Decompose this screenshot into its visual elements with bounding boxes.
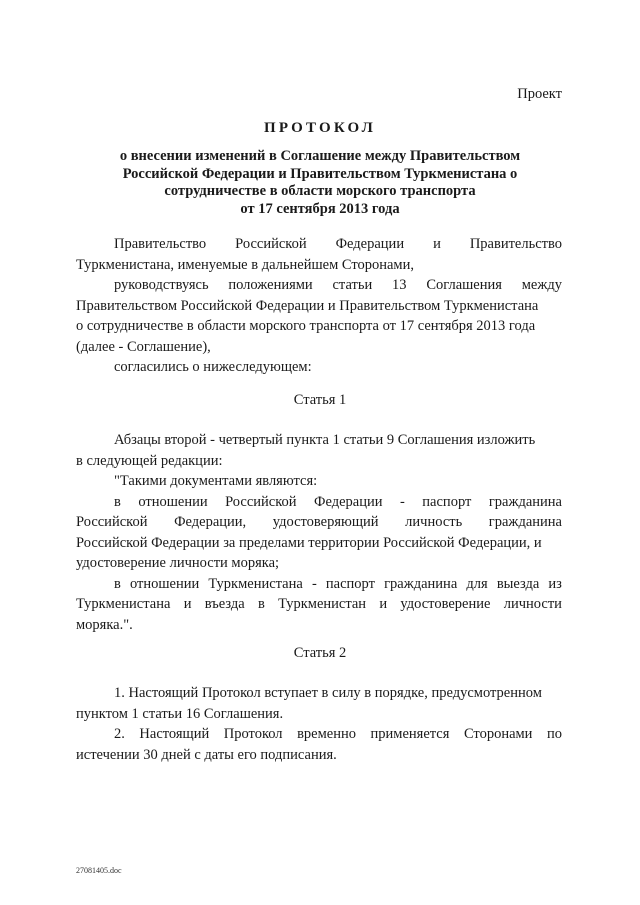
- preamble-line: [76, 234, 562, 255]
- word: и: [433, 236, 441, 252]
- article-line: [76, 512, 562, 533]
- word: Российской: [76, 514, 148, 530]
- word: -: [399, 493, 405, 510]
- word: Протокол: [223, 726, 283, 742]
- word: применяется: [370, 726, 450, 742]
- article-line: [76, 574, 562, 595]
- word: по: [546, 726, 562, 742]
- word: 2.: [114, 726, 125, 742]
- word: Туркменистана: [76, 596, 171, 612]
- word: временно: [297, 726, 356, 742]
- article-line: Абзацы второй - четвертый пункта 1 статьи 9 Соглашения изложить: [114, 432, 536, 448]
- word: из: [548, 575, 562, 592]
- word: и: [379, 596, 388, 612]
- subtitle-line: сотрудничестве в области морского транспорта: [164, 183, 476, 199]
- word: Соглашения: [426, 277, 502, 293]
- word: Настоящий: [139, 726, 210, 742]
- word: выезда: [496, 575, 540, 592]
- word: статьи: [332, 277, 373, 293]
- word: гражданина: [488, 514, 562, 530]
- word: Сторонами: [463, 726, 533, 742]
- word: личности: [503, 596, 562, 612]
- word: паспорт: [325, 575, 375, 592]
- subtitle-line: Российской Федерации и Правительством Туркменистана о: [122, 165, 518, 182]
- preamble: [76, 234, 562, 378]
- word: Российской: [225, 493, 297, 510]
- word: Туркменистана: [208, 575, 303, 592]
- article-line: истечении 30 дней с даты его подписания.: [76, 746, 337, 763]
- word: гражданина: [488, 493, 562, 510]
- draft-stamp: Проект: [517, 86, 562, 102]
- preamble-line: (далее - Соглашение),: [76, 338, 211, 355]
- article-line: в следующей редакции:: [76, 452, 223, 469]
- word: Правительство: [469, 236, 562, 252]
- preamble-line: Правительством Российской Федерации и Правительством Туркменистана: [76, 297, 539, 314]
- word: для: [466, 575, 488, 592]
- word: гражданина: [384, 575, 458, 592]
- word: Федерации: [314, 493, 383, 510]
- article-line: [76, 594, 562, 615]
- article-line: Российской Федерации за пределами территории Российской Федерации, и: [76, 534, 542, 551]
- word: руководствуясь: [114, 277, 209, 293]
- word: Правительство: [114, 236, 207, 252]
- word: 13: [392, 277, 407, 293]
- word: удостоверяющий: [272, 514, 379, 530]
- article-line: удостоверение личности моряка;: [76, 555, 280, 571]
- word: Федерации: [335, 236, 405, 252]
- word: Туркменистан: [278, 596, 367, 612]
- article-line: [76, 492, 562, 513]
- word: удостоверение: [400, 596, 491, 612]
- article-line: моряка.".: [76, 616, 133, 633]
- word: положениями: [228, 277, 313, 293]
- article-line: [76, 724, 562, 745]
- word: паспорт: [422, 493, 472, 510]
- word: отношении: [138, 493, 208, 510]
- word: Российской: [235, 236, 307, 252]
- footer-filename: 27081405.doc: [76, 866, 122, 875]
- word: личность: [405, 514, 463, 530]
- document-title: ПРОТОКОЛ: [263, 120, 377, 136]
- preamble-line: согласились о нижеследующем:: [114, 359, 312, 375]
- preamble-line: [76, 275, 562, 296]
- word: в: [114, 575, 121, 592]
- article-2-body: [76, 683, 562, 765]
- word: в: [114, 493, 121, 510]
- preamble-line: Туркменистана, именуемые в дальнейшем Сторонами,: [76, 256, 414, 273]
- word: между: [521, 277, 562, 293]
- word: -: [311, 575, 317, 592]
- subtitle-line: от 17 сентября 2013 года: [240, 200, 400, 217]
- document-subtitle: [0, 148, 640, 218]
- article-line: "Такими документами являются:: [114, 473, 318, 489]
- word: отношении: [129, 575, 200, 592]
- word: Федерации,: [174, 514, 247, 530]
- article-line: пунктом 1 статьи 16 Соглашения.: [76, 705, 284, 722]
- article-1-heading: Статья 1: [293, 392, 347, 408]
- article-1-body: [76, 430, 562, 635]
- word: и: [183, 596, 192, 612]
- word: въезда: [204, 596, 245, 612]
- preamble-line: о сотрудничестве в области морского транспорта от 17 сентября 2013 года: [76, 318, 536, 334]
- subtitle-line: о внесении изменений в Соглашение между Правительством: [119, 148, 521, 164]
- article-line: 1. Настоящий Протокол вступает в силу в порядке, предусмотренном: [114, 685, 542, 701]
- article-2-heading: Статья 2: [293, 645, 347, 661]
- word: в: [257, 596, 265, 612]
